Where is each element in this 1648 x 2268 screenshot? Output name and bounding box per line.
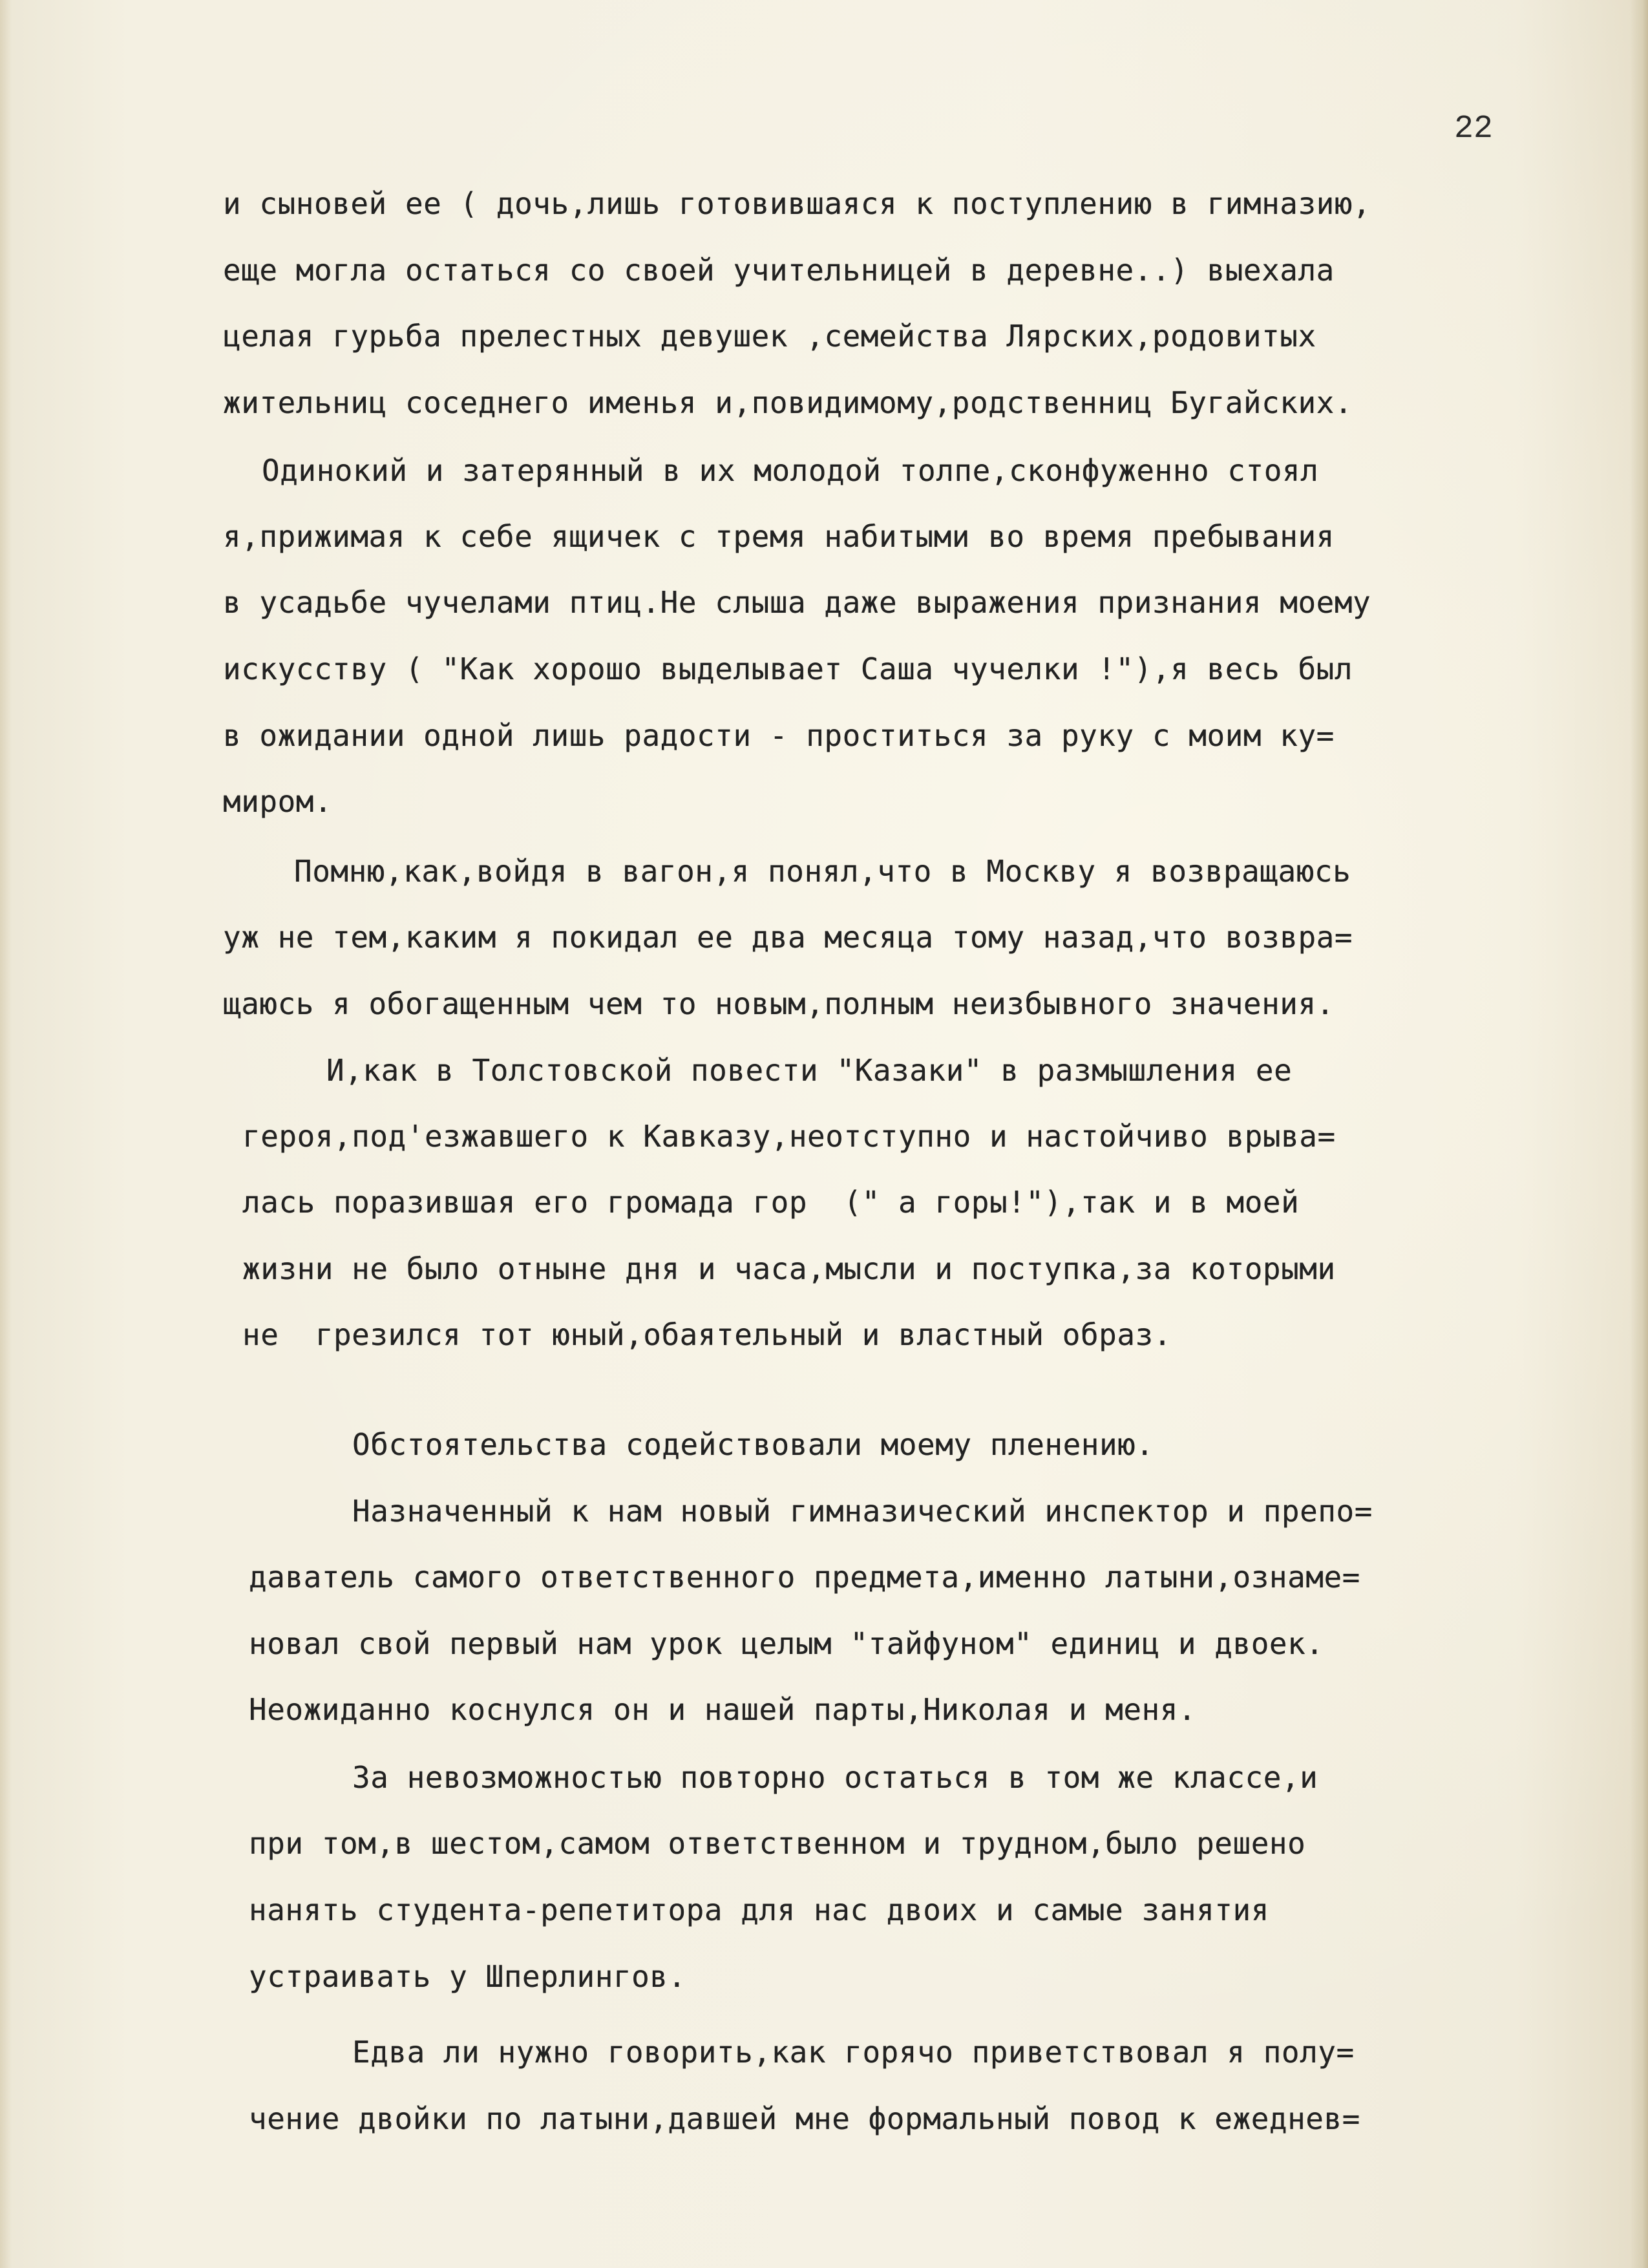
paper-right-edge (1630, 0, 1648, 2268)
text-line: Едва ли нужно говорить,как горячо приветствовал я полу= (352, 2035, 1355, 2070)
text-line: щаюсь я обогащенным чем то новым,полным неизбывного значения. (223, 986, 1335, 1021)
text-line: миром. (223, 784, 333, 819)
text-line: я,прижимая к себе ящичек с тремя набитыми во время пребывания (223, 519, 1335, 554)
text-line: даватель самого ответственного предмета,именно латыни,ознаме= (249, 1560, 1360, 1595)
text-line: Назначенный к нам новый гимназический инспектор и препо= (352, 1494, 1373, 1529)
text-line: в усадьбе чучелами птиц.Не слыша даже выражения признания моему (223, 585, 1371, 620)
text-line: новал свой первый нам урок целым "тайфуном" единиц и двоек. (249, 1626, 1324, 1661)
text-line: в ожидании одной лишь радости - проститься за руку с моим ку= (223, 718, 1335, 753)
text-line: И,как в Толстовской повести "Казаки" в размышления ее (326, 1053, 1293, 1088)
text-line: лась поразившая его громада гор (" а горы!"),так и в моей (242, 1185, 1300, 1220)
text-line: жительниц соседнего именья и,повидимому,родственниц Бугайских. (223, 385, 1353, 420)
text-line: искусству ( "Как хорошо выделывает Саша чучелки !"),я весь был (223, 652, 1353, 686)
text-line: целая гурьба прелестных девушек ,семейства Лярских,родовитых (223, 319, 1316, 354)
text-line: не грезился тот юный,обаятельный и властный образ. (242, 1317, 1172, 1352)
text-line: нанять студента-репетитора для нас двоих и самые занятия (249, 1892, 1269, 1927)
text-line: Обстоятельства содействовали моему пленению. (352, 1427, 1154, 1462)
text-line: Помню,как,войдя в вагон,я понял,что в Москву я возвращаюсь (294, 854, 1351, 889)
paper-left-edge (0, 0, 12, 2268)
text-line: За невозможностью повторно остаться в том же классе,и (352, 1760, 1318, 1795)
text-line: еще могла остаться со своей учительницей в деревне..) выехала (223, 253, 1335, 288)
page-number: 22 (1454, 111, 1494, 147)
text-line: героя,под'езжавшего к Кавказу,неотступно и настойчиво врыва= (242, 1119, 1336, 1154)
text-line: устраивать у Шперлингов. (249, 1959, 686, 1994)
text-line: жизни не было отныне дня и часа,мысли и поступка,за которыми (242, 1251, 1336, 1286)
text-line: чение двойки по латыни,давшей мне формальный повод к ежеднев= (249, 2101, 1360, 2136)
text-line: уж не тем,каким я покидал ее два месяца тому назад,что возвра= (223, 920, 1353, 955)
text-line: Неожиданно коснулся он и нашей парты,Николая и меня. (249, 1692, 1197, 1727)
text-line: Одинокий и затерянный в их молодой толпе,сконфуженно стоял (262, 453, 1319, 488)
text-line: и сыновей ее ( дочь,лишь готовившаяся к поступлению в гимназию, (223, 186, 1371, 221)
text-line: при том,в шестом,самом ответственном и трудном,было решено (249, 1826, 1306, 1861)
